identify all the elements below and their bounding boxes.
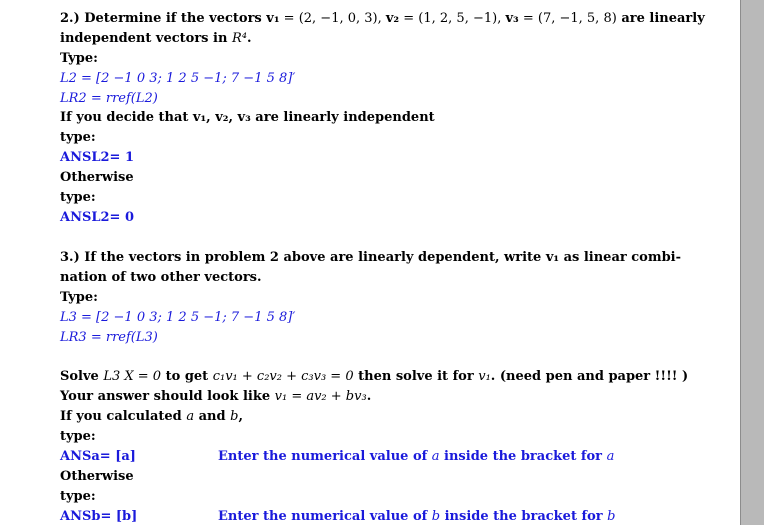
vectors-v1-v2-v3: v₁, v₂, v₃	[192, 110, 251, 125]
answer-b-hint	[218, 509, 615, 525]
vertical-scrollbar[interactable]	[740, 0, 764, 525]
hint-b-text: Enter the numerical value of	[218, 509, 432, 524]
problem2-decide	[60, 110, 435, 126]
problem3-otherwise: Otherwise	[60, 469, 134, 484]
solve-text-3: then solve it for	[353, 369, 479, 384]
hint-a-text-2: inside the bracket for	[439, 449, 607, 464]
vector-v2-value: = (1, 2, 5, −1),	[399, 11, 506, 26]
problem2-otherwise: Otherwise	[60, 170, 134, 185]
solve-text: Solve	[60, 369, 104, 384]
problem3-type-label: Type:	[60, 290, 98, 305]
problem2-heading-text: 2.) Determine if the vectors	[60, 11, 267, 26]
look-like-period: .	[366, 389, 372, 404]
problem2-decide-text: If you decide that	[60, 110, 193, 125]
problem2-type-label-3: type:	[60, 190, 96, 205]
problem3-heading-tail: as linear combi-	[559, 250, 682, 265]
vector-v1-ref: v₁	[545, 250, 560, 265]
variable-b: b	[230, 409, 239, 424]
problem3-code-rref: LR3 = rref(L3)	[60, 330, 158, 345]
problem3-calculated	[60, 409, 243, 425]
vector-v1: v₁	[266, 11, 280, 26]
problem2-line2-text: independent vectors in	[60, 31, 232, 46]
linear-combination-equation: c₁v₁ + c₂v₂ + c₃v₃ = 0	[212, 369, 354, 384]
hint-b-variable-2: b	[607, 509, 616, 524]
solve-text-2: to get	[161, 369, 213, 384]
problem2-code-matrix: L2 = [2 −1 0 3; 1 2 5 −1; 7 −1 5 8]′	[60, 71, 296, 86]
calculated-comma: ,	[238, 409, 243, 424]
answer-form-equation: v₁ = av₂ + bv₃	[274, 389, 367, 404]
problem3-code-matrix: L3 = [2 −1 0 3; 1 2 5 −1; 7 −1 5 8]′	[60, 310, 296, 325]
hint-b-text-2: inside the bracket for	[440, 509, 608, 524]
variable-a: a	[186, 409, 195, 424]
problem2-line2	[60, 31, 251, 47]
problem2-decide-tail: are linearly independent	[250, 110, 435, 125]
problem3-type-label-3: type:	[60, 489, 96, 504]
answer-a-hint	[218, 449, 614, 465]
problem3-type-label-2: type:	[60, 429, 96, 444]
problem2-heading-tail: are linearly	[616, 11, 705, 26]
solve-for-v1: v₁	[478, 369, 491, 384]
vector-v3-value: = (7, −1, 5, 8)	[518, 11, 617, 26]
problem2-type-label-2: type:	[60, 130, 96, 145]
problem2-answer-dependent: ANSL2= 0	[60, 210, 135, 225]
look-like-text: Your answer should look like	[60, 389, 275, 404]
solve-note: . (need pen and paper !!!! )	[490, 369, 689, 384]
problem3-solve	[60, 369, 688, 385]
problem2-heading	[60, 11, 705, 27]
problem3-answer-b: ANSb= [b]	[60, 509, 138, 524]
vector-v3: v₃	[505, 11, 519, 26]
hint-b-variable: b	[431, 509, 441, 524]
problem3-look-like	[60, 389, 371, 405]
problem3-heading-text: 3.) If the vectors in problem 2 above are linearly dependent, write	[60, 250, 546, 265]
solve-equation: L3 X = 0	[103, 369, 162, 384]
problem3-answer-a: ANSa= [a]	[60, 449, 136, 464]
problem3-line2: nation of two other vectors.	[60, 270, 262, 285]
calculated-and: and	[194, 409, 231, 424]
space-r4: R⁴	[231, 31, 247, 46]
vector-v2: v₂	[385, 11, 400, 26]
calculated-text: If you calculated	[60, 409, 187, 424]
vector-v1-value: = (2, −1, 0, 3),	[279, 11, 386, 26]
problem2-answer-independent: ANSL2= 1	[60, 150, 135, 165]
problem2-type-label: Type:	[60, 51, 98, 66]
problem3-heading	[60, 250, 681, 266]
hint-a-variable-2: a	[606, 449, 615, 464]
problem2-line2-period: .	[246, 31, 252, 46]
hint-a-text: Enter the numerical value of	[218, 449, 432, 464]
hint-a-variable: a	[431, 449, 440, 464]
problem2-code-rref: LR2 = rref(L2)	[60, 91, 158, 106]
